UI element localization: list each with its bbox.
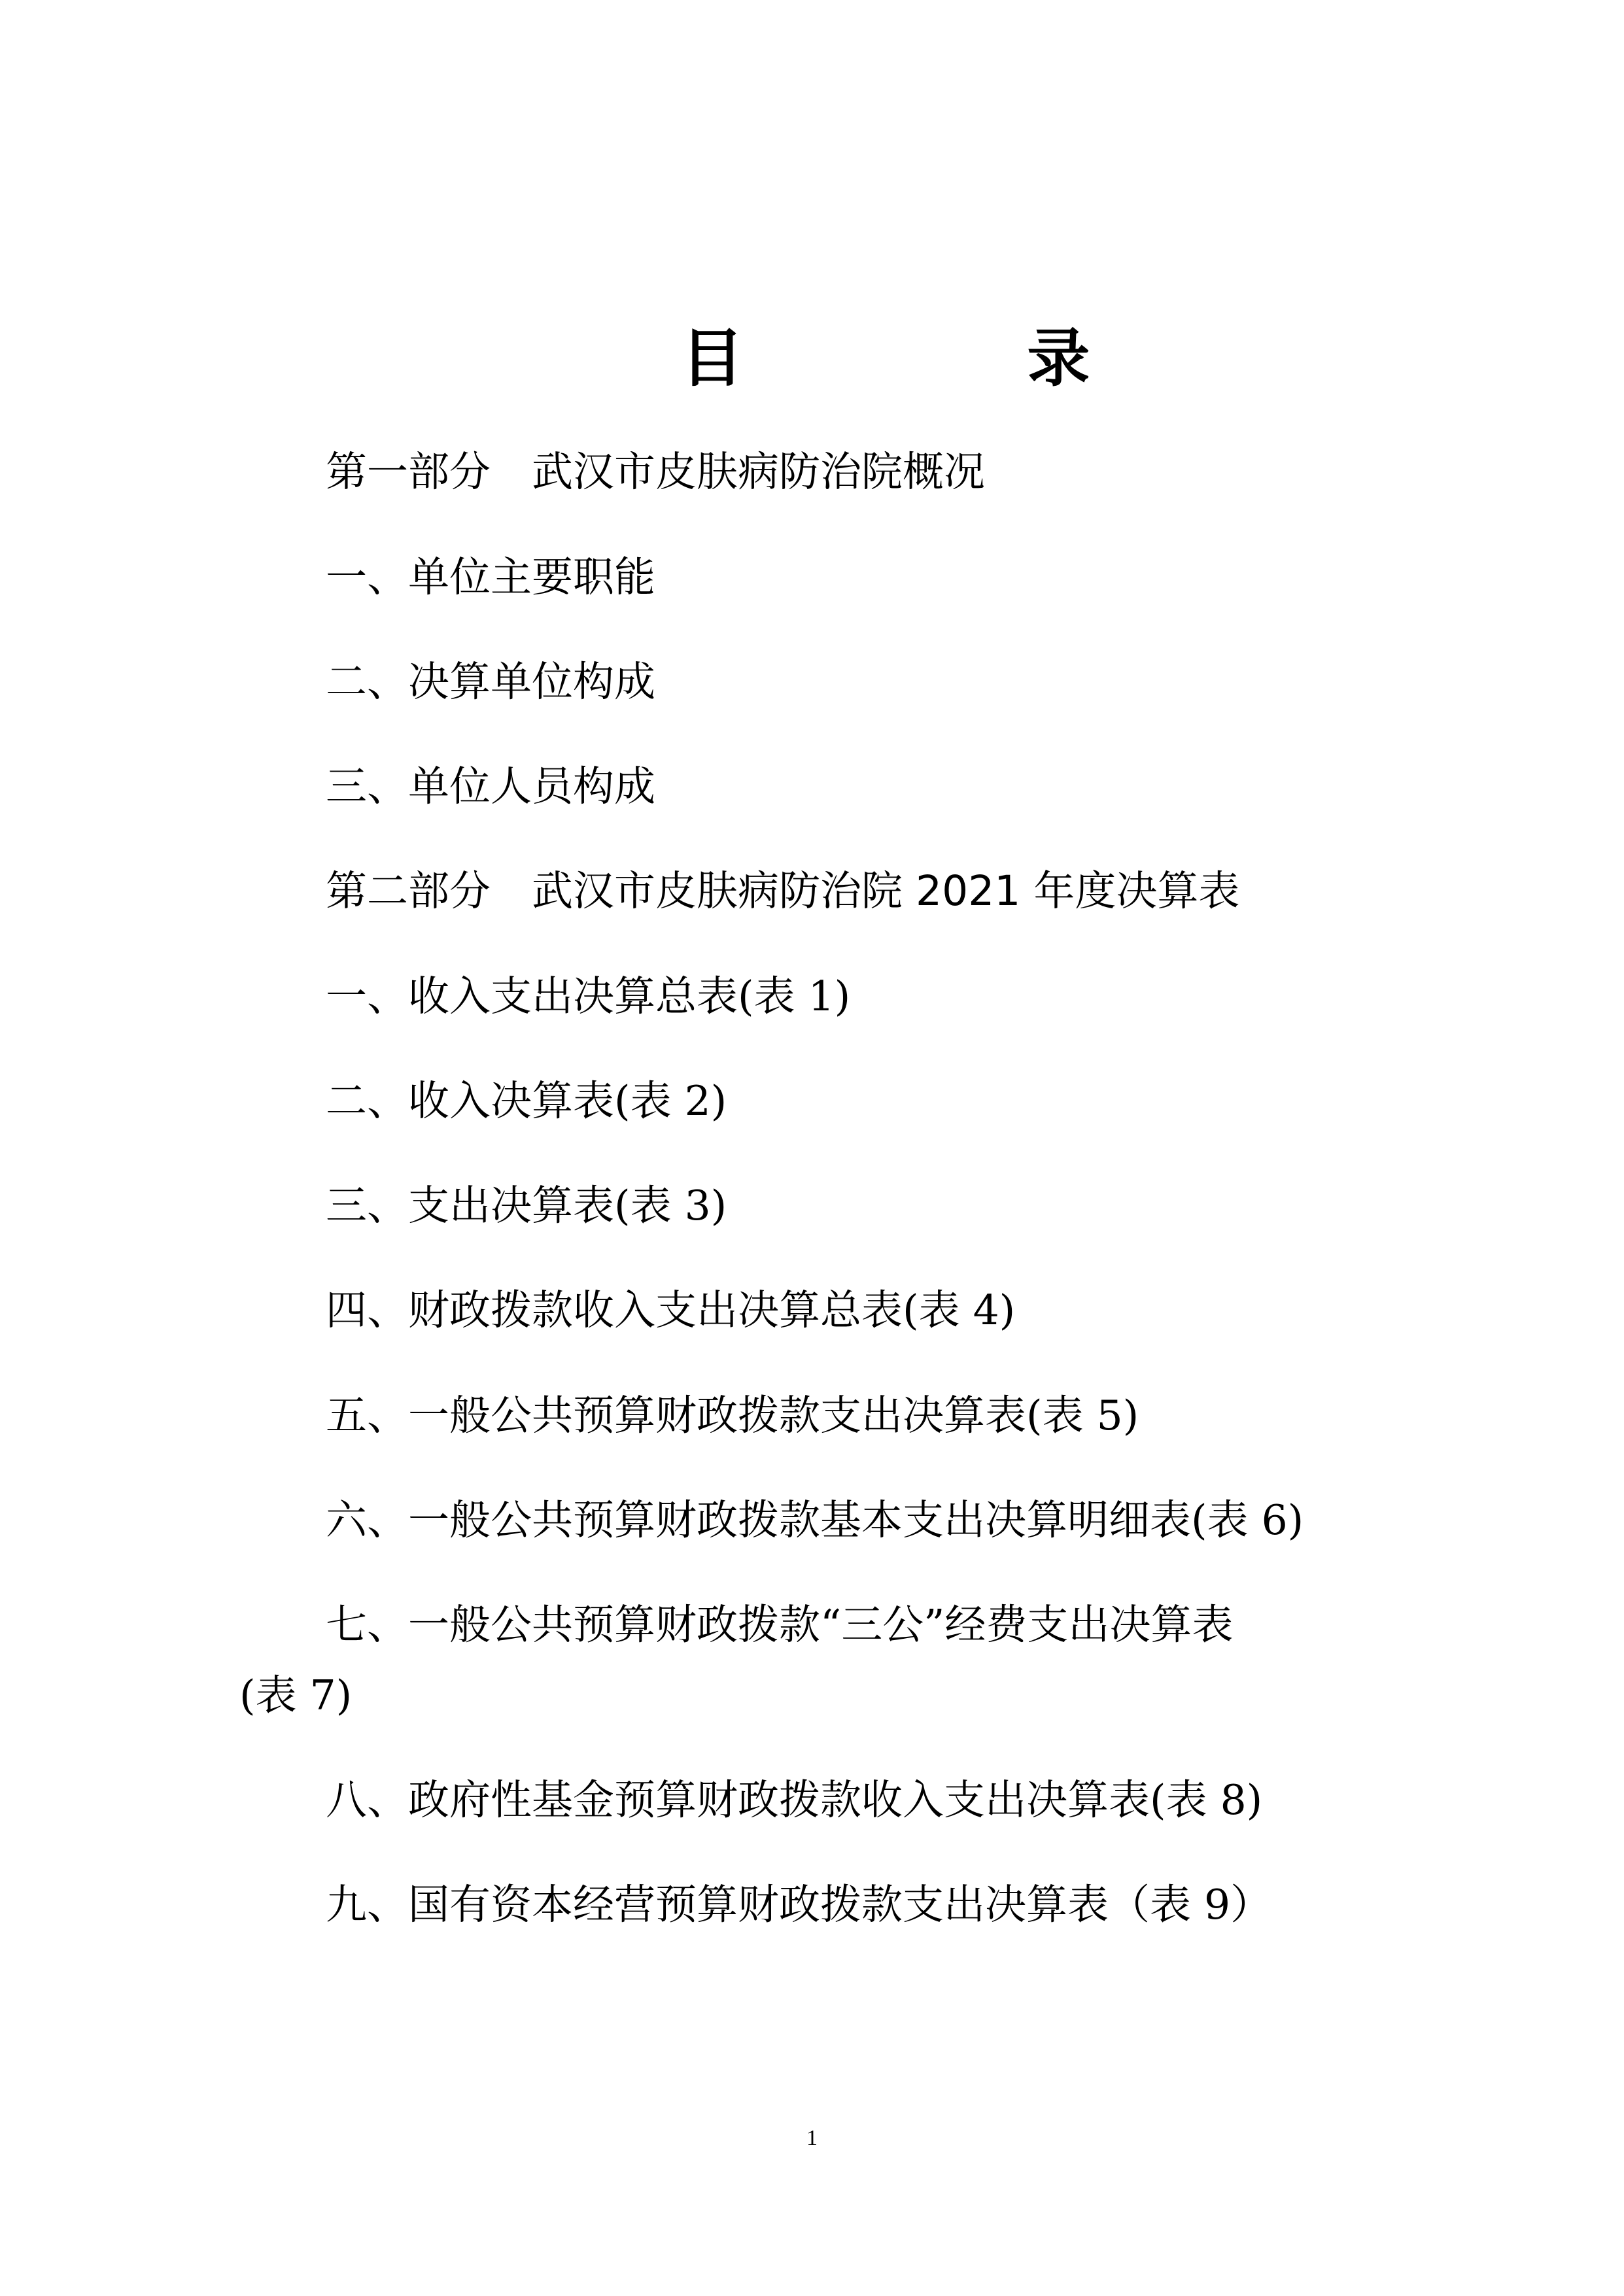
toc-item: 一、收入支出决算总表(表 1)	[326, 972, 851, 1020]
toc-item: 五、一般公共预算财政拨款支出决算表(表 5)	[326, 1392, 1139, 1439]
toc-part-2-title: 武汉市皮肤病防治院 2021 年度决算表	[532, 867, 1240, 915]
toc-item: 九、国有资本经营预算财政拨款支出决算表（表 9）	[326, 1881, 1272, 1928]
toc-item: 四、财政拨款收入支出决算总表(表 4)	[326, 1286, 1016, 1334]
toc-part-1-title: 武汉市皮肤病防治院概况	[532, 448, 985, 496]
toc-item: 三、单位人员构成	[326, 762, 655, 810]
toc-item: 二、决算单位构成	[326, 658, 655, 706]
toc-item: 七、一般公共预算财政拨款“三公”经费支出决算表	[326, 1601, 1234, 1649]
toc-item: 八、政府性基金预算财政拨款收入支出决算表(表 8)	[326, 1776, 1263, 1824]
toc-part-2-label: 第二部分	[326, 867, 491, 915]
toc-item: 六、一般公共预算财政拨款基本支出决算明细表(表 6)	[326, 1496, 1304, 1544]
page-number: 1	[806, 2126, 818, 2150]
toc-part-1	[326, 446, 985, 498]
toc-item-continuation: (表 7)	[239, 1671, 353, 1719]
toc-item: 二、收入决算表(表 2)	[326, 1077, 727, 1125]
page-title: 目 录	[681, 322, 1221, 395]
toc-part-2	[326, 865, 1239, 917]
toc-item: 三、支出决算表(表 3)	[326, 1182, 727, 1229]
toc-part-1-label: 第一部分	[326, 448, 491, 496]
toc-item: 一、单位主要职能	[326, 553, 655, 601]
